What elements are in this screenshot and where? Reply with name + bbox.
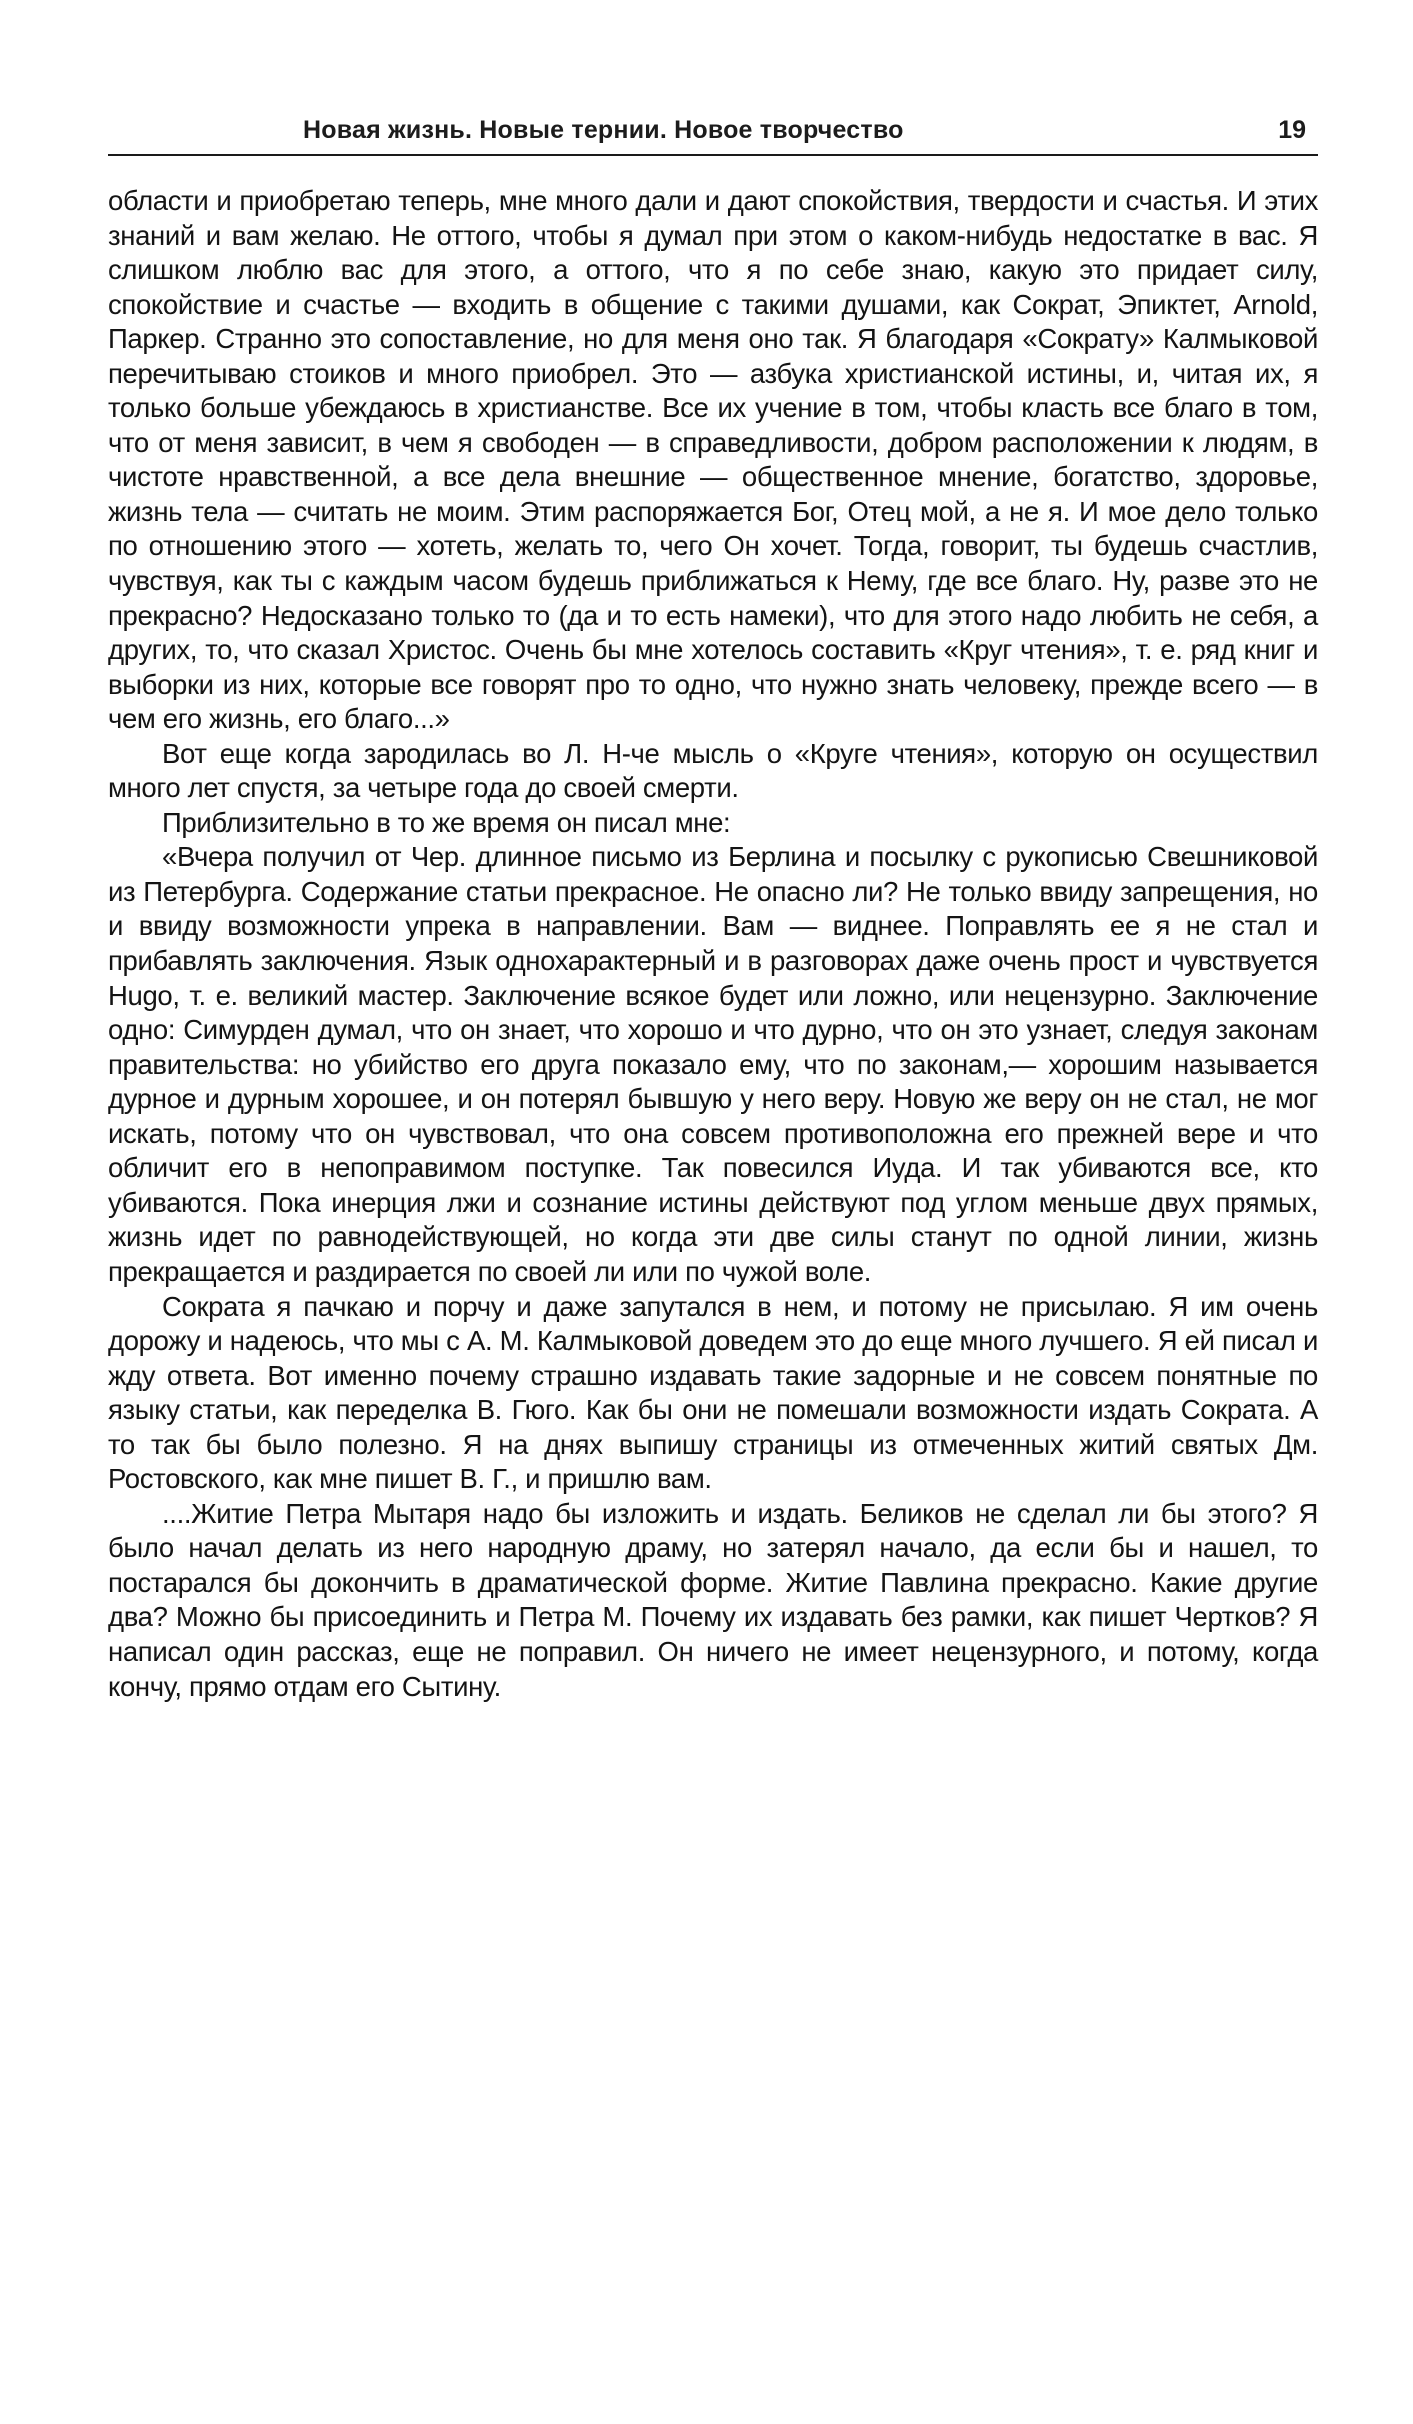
body-text bbox=[108, 184, 1318, 1704]
running-header bbox=[108, 108, 1318, 156]
running-title: Новая жизнь. Новые тернии. Новое творчество bbox=[303, 116, 904, 144]
paragraph-letter-berlin: «Вчера получил от Чер. длинное письмо из Берлина и посылку с рукописью Свешниковой из Петербурга. Содержание статьи прекрасное. Не опасно ли? Не только ввиду запрещения, но и ввиду возможности упрека в направлении. Вам — виднее. Поправлять ее я не стал и прибавлять заключения. Язык однохарактерный и в разговорах даже очень прост и чувствуется Hugo, т. е. великий мастер. Заключение всякое будет или ложно, или нецензурно. Заключение одно: Симурден думал, что он знает, что хорошо и что дурно, что он это узнает, следуя законам правительства: но убийство его друга показало ему, что по законам,— хорошим называется дурное и дурным хорошее, и он потерял бывшую у него веру. Новую же веру он не стал, не мог искать, потому что он чувствовал, что она совсем противоположна его прежней вере и что обличит его в непоправимом поступке. Так повесился Иуда. И так убиваются все, кто убиваются. Пока инерция лжи и сознание истины действуют под углом меньше двух прямых, жизнь идет по равнодействующей, но когда эти две силы станут по одной линии, жизнь прекращается и раздирается по своей ли или по чужой воле. bbox=[108, 841, 1318, 1287]
paragraph-continued-letter: области и приобретаю теперь, мне много дали и дают спокойствия, твердости и счастья. И этих знаний и вам желаю. Не оттого, чтобы я думал при этом о каком-нибудь недостатке в вас. Я слишком люблю вас для этого, а оттого, что я по себе знаю, какую это придает силу, спокойствие и счастье — входить в общение с такими душами, как Сократ, Эпиктет, Arnold, Паркер. Странно это сопоставление, но для меня оно так. Я благодаря «Сократу» Калмыковой перечитываю стоиков и много приобрел. Это — азбука христианской истины, и, читая их, я только больше убеждаюсь в христианстве. Все их учение в том, чтобы класть все благо в том, что от меня зависит, в чем я свободен — в справедливости, добром расположении к людям, в чистоте нравственной, а все дела внешние — общественное мнение, богатство, здоровье, жизнь тела — считать не моим. Этим распоряжается Бог, Отец мой, а не я. И мое дело только по отношению этого — хотеть, желать то, чего Он хочет. Тогда, говорит, ты будешь счастлив, чувствуя, как ты с каждым часом будешь приближаться к Нему, где все благо. Ну, разве это не прекрасно? Недосказано только то (да и то есть намеки), что для этого надо любить не себя, а других, то, что сказал Христос. Очень бы мне хотелось составить «Круг чтения», т. е. ряд книг и выборки из них, которые все говорят про то одно, что нужно знать человеку, прежде всего — в чем его жизнь, его благо...» bbox=[108, 185, 1318, 735]
paragraph-letter-zhitie: ....Житие Петра Мытаря надо бы изложить и издать. Беликов не сделал ли бы этого? Я было начал делать из него народную драму, но затерял начало, да если бы и нашел, то постарался бы докончить в драматической форме. Житие Павлина прекрасно. Какие другие два? Можно бы присоединить и Петра М. Почему их издавать без рамки, как пишет Чертков? Я написал один рассказ, еще не поправил. Он ничего не имеет нецензурного, и потому, когда кончу, прямо отдам его Сытину. bbox=[108, 1497, 1318, 1702]
paragraph-intro-second-letter: Приблизительно в то же время он писал мне: bbox=[162, 806, 731, 838]
paragraph-krug-chteniya-note: Вот еще когда зародилась во Л. Н-че мысль о «Круге чтения», которую он осуществил много лет спустя, за четыре года до своей смерти. bbox=[108, 737, 1318, 804]
page-number: 19 bbox=[1278, 116, 1306, 144]
paragraph-letter-socrates: Сократа я пачкаю и порчу и даже запутался в нем, и потому не присылаю. Я им очень дорожу и надеюсь, что мы с А. М. Калмыковой доведем это до еще много лучшего. Я ей писал и жду ответа. Вот именно почему страшно издавать такие задорные и не совсем понятные по языку статьи, как переделка В. Гюго. Как бы они не помешали возможности издать Сократа. А то так бы было полезно. Я на днях выпишу страницы из отмеченных житий святых Дм. Ростовского, как мне пишет В. Г., и пришлю вам. bbox=[108, 1290, 1318, 1495]
book-page bbox=[108, 108, 1318, 1704]
